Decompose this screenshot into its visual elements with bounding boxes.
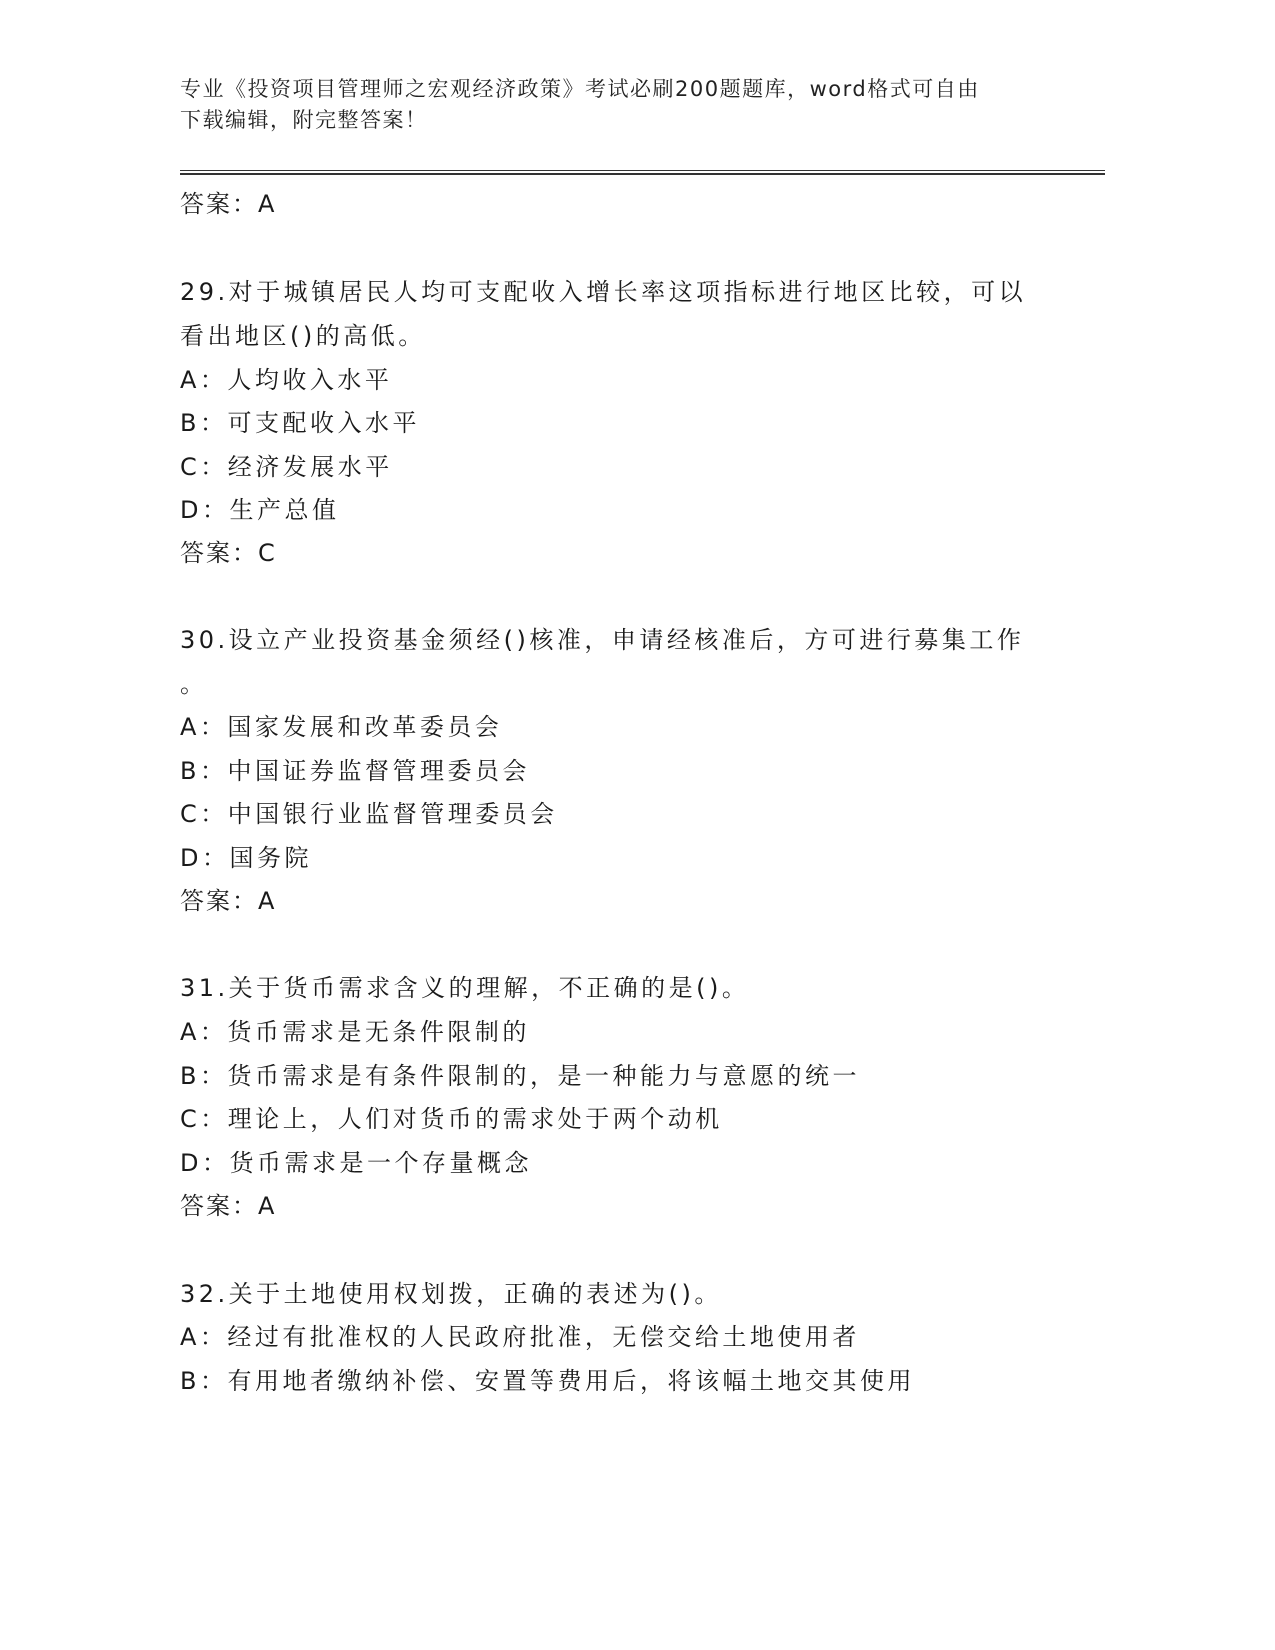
question-stem: 30.设立产业投资基金须经()核准，申请经核准后，方可进行募集工作 — [180, 626, 1025, 654]
question-stem: 。 — [180, 670, 208, 698]
option-d: D：国务院 — [180, 844, 312, 872]
question-stem: 32.关于土地使用权划拨，正确的表述为()。 — [180, 1280, 722, 1308]
answer-line: 答案：A — [180, 1192, 277, 1220]
option-b: B：货币需求是有条件限制的，是一种能力与意愿的统一 — [180, 1062, 860, 1090]
answer-line: 答案：C — [180, 539, 277, 567]
option-b: B：可支配收入水平 — [180, 409, 420, 437]
question-stem: 看出地区()的高低。 — [180, 322, 426, 350]
option-a: A：货币需求是无条件限制的 — [180, 1018, 530, 1046]
header-line-1: 专业《投资项目管理师之宏观经济政策》考试必刷200题题库，word格式可自由 — [180, 77, 980, 101]
option-b: B：有用地者缴纳补偿、安置等费用后，将该幅土地交其使用 — [180, 1367, 915, 1395]
option-a: A：经过有批准权的人民政府批准，无偿交给土地使用者 — [180, 1323, 860, 1351]
question-stem: 29.对于城镇居民人均可支配收入增长率这项指标进行地区比较，可以 — [180, 278, 1027, 306]
option-b: B：中国证券监督管理委员会 — [180, 757, 530, 785]
question-stem: 31.关于货币需求含义的理解，不正确的是()。 — [180, 974, 750, 1002]
document-header — [180, 74, 1040, 136]
option-c: C：中国银行业监督管理委员会 — [180, 800, 558, 828]
header-divider — [180, 170, 1105, 175]
header-line-2: 下载编辑，附完整答案！ — [180, 108, 428, 132]
answer-line: 答案：A — [180, 190, 277, 218]
answer-line: 答案：A — [180, 887, 277, 915]
option-c: C：理论上，人们对货币的需求处于两个动机 — [180, 1105, 723, 1133]
option-d: D：货币需求是一个存量概念 — [180, 1149, 532, 1177]
option-a: A：国家发展和改革委员会 — [180, 713, 503, 741]
option-a: A：人均收入水平 — [180, 366, 393, 394]
option-c: C：经济发展水平 — [180, 453, 393, 481]
option-d: D：生产总值 — [180, 496, 340, 524]
